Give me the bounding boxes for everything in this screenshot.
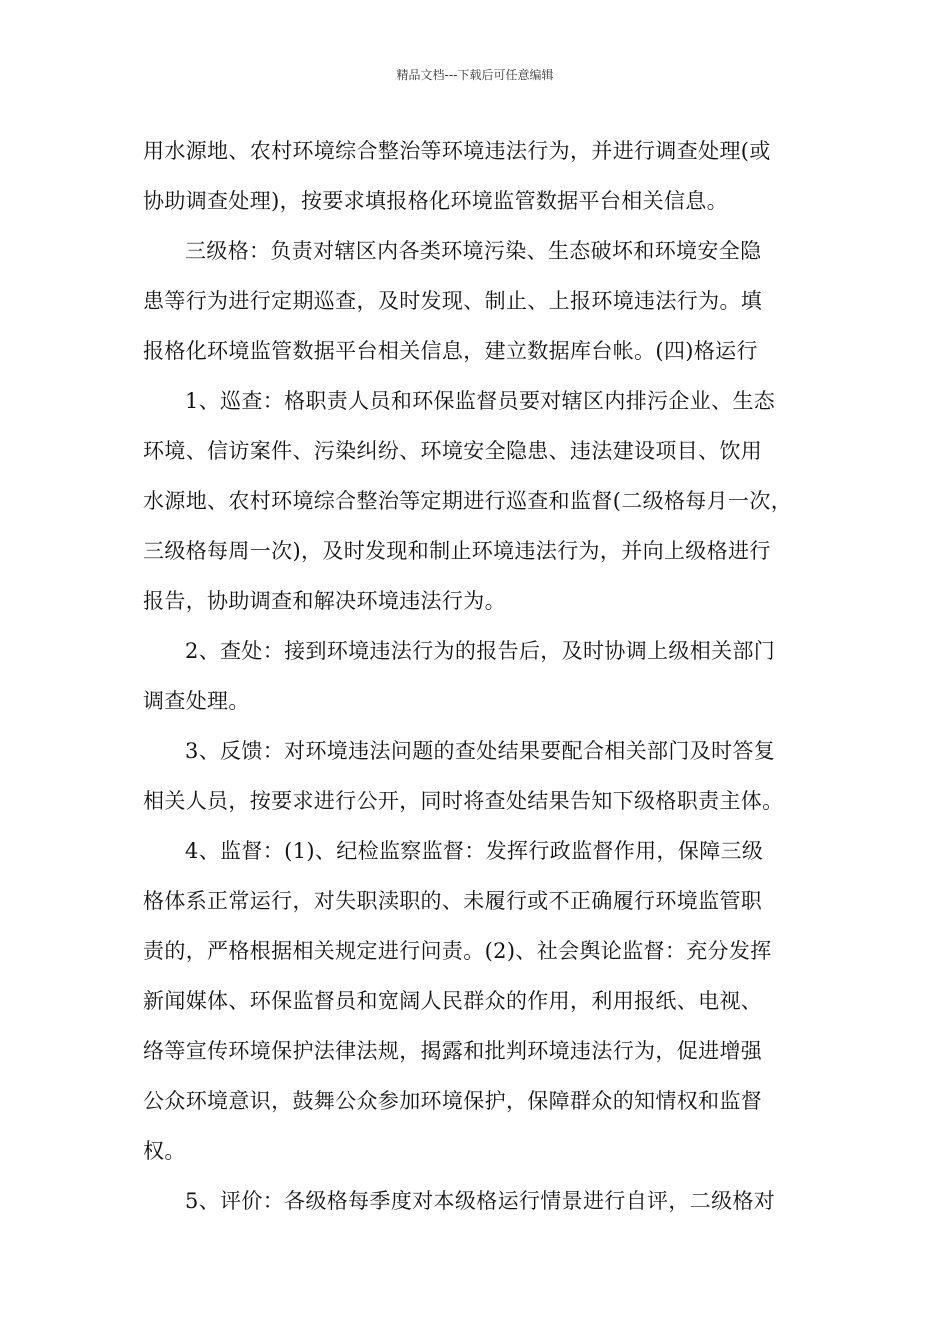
text-line: 相关人员，按要求进行公开，同时将查处结果告知下级格职责主体。 bbox=[143, 789, 784, 813]
paragraph-start-line: 4、监督：(1)、纪检监察监督：发挥行政监督作用，保障三级 bbox=[185, 839, 764, 863]
document-body bbox=[143, 126, 813, 1226]
text-line: 公众环境意识，鼓舞公众参加环境保护，保障群众的知情权和监督 bbox=[143, 1089, 763, 1113]
text-line: 水源地、农村环境综合整治等定期进行巡查和监督(二级格每月一次， bbox=[143, 489, 793, 513]
paragraph-start-line: 1、巡查：格职责人员和环保监督员要对辖区内排污企业、生态 bbox=[185, 389, 776, 413]
text-line: 协助调查处理)，按要求填报格化环境监管数据平台相关信息。 bbox=[143, 189, 728, 213]
text-line: 调查处理。 bbox=[143, 689, 250, 713]
text-line: 络等宣传环境保护法律法规，揭露和批判环境违法行为，促进增强 bbox=[143, 1039, 763, 1063]
text-line: 责的，严格根据相关规定进行问责。(2)、社会舆论监督：充分发挥 bbox=[143, 939, 772, 963]
text-line: 患等行为进行定期巡查，及时发现、制止、上报环境违法行为。填 bbox=[143, 289, 763, 313]
paragraph-start-line: 2、查处：接到环境违法行为的报告后，及时协调上级相关部门 bbox=[185, 639, 776, 663]
text-line: 格体系正常运行，对失职渎职的、未履行或不正确履行环境监管职 bbox=[143, 889, 763, 913]
paragraph-start-line: 5、评价：各级格每季度对本级格运行情景进行自评，二级格对 bbox=[185, 1189, 776, 1213]
text-line: 环境、信访案件、污染纠纷、环境安全隐患、违法建设项目、饮用 bbox=[143, 439, 763, 463]
paragraph-start-line: 3、反馈：对环境违法问题的查处结果要配合相关部门及时答复 bbox=[185, 739, 776, 763]
paragraph-start-line: 三级格：负责对辖区内各类环境污染、生态破坏和环境安全隐 bbox=[185, 239, 762, 263]
text-line: 报格化环境监管数据平台相关信息，建立数据库台帐。(四)格运行 bbox=[143, 339, 758, 363]
text-line: 三级格每周一次)，及时发现和制止环境违法行为，并向上级格进行 bbox=[143, 539, 771, 563]
text-line: 权。 bbox=[143, 1139, 186, 1163]
text-line: 新闻媒体、环保监督员和宽阔人民群众的作用，利用报纸、电视、 bbox=[143, 989, 763, 1013]
text-line: 用水源地、农村环境综合整治等环境违法行为，并进行调查处理(或 bbox=[143, 139, 771, 163]
page-header: 精品文档---下载后可任意编辑 bbox=[396, 68, 554, 82]
text-line: 报告，协助调查和解决环境违法行为。 bbox=[143, 589, 506, 613]
